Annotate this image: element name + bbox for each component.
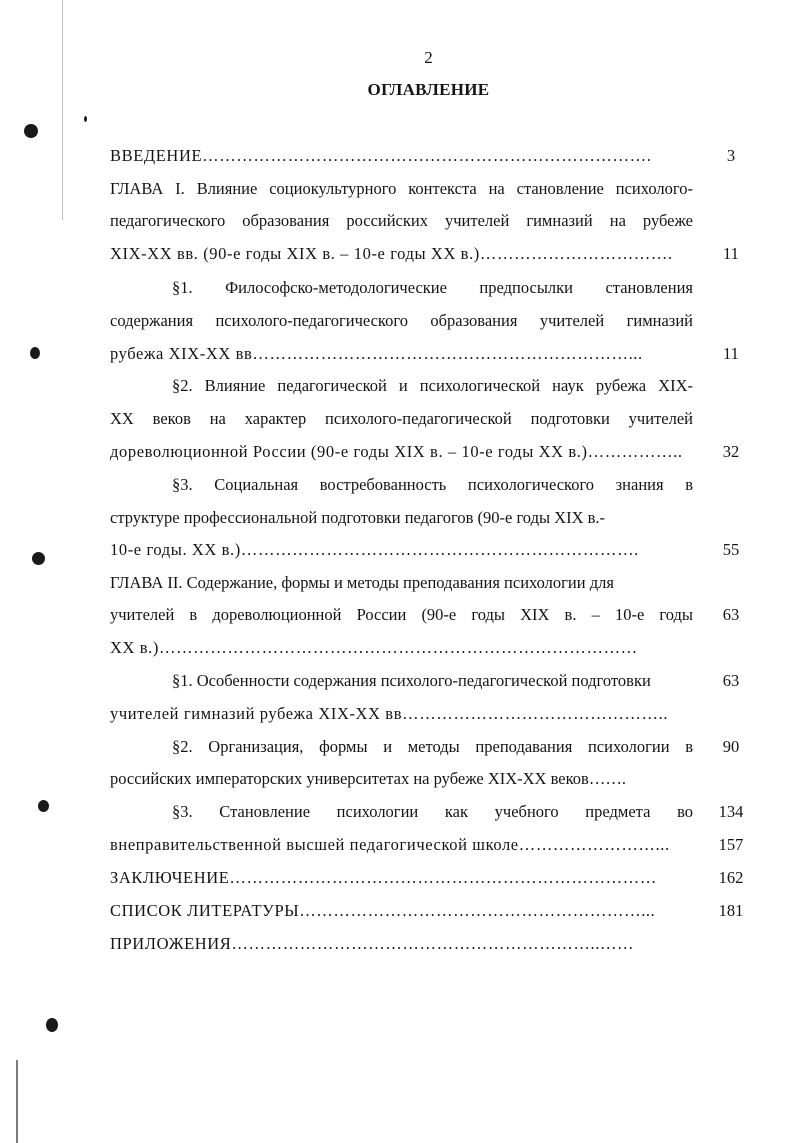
toc-page-ch2-sec3-b: 157 (718, 835, 744, 854)
toc-line-ch1-sec3-1: §3. Социальная востребованность психологического знания в (172, 475, 693, 494)
toc-line-ch1-sec2-3: дореволюционной России (90-е годы XIX в. – 10-е годы XX в.)…………….. (110, 442, 683, 461)
toc-line-ch2-sec3-2: внеправительственной высшей педагогической школе……………………... (110, 835, 670, 854)
page-title: ОГЛАВЛЕНИЕ (367, 80, 490, 99)
toc-line-ch1-sec2-2: XX веков на характер психолого-педагогической подготовки учителей (110, 409, 693, 428)
page-edge-line (62, 0, 63, 220)
page-number: 2 (424, 48, 433, 67)
toc-line-ch2-sec1-1: §1. Особенности содержания психолого-педагогической подготовки (172, 671, 651, 690)
toc-page-bibliography: 181 (718, 901, 744, 920)
toc-line-chapter1-3: XIX-XX вв. (90-е годы XIX в. – 10-е годы XX в.)……………………………. (110, 244, 673, 263)
binding-hole-mark (46, 1018, 58, 1032)
toc-page-conclusion: 162 (718, 868, 744, 887)
binding-hole-mark (38, 800, 49, 812)
toc-line-appendices: ПРИЛОЖЕНИЯ………………………………………………………..…… (110, 934, 635, 953)
toc-line-ch2-sec2-2: российских императорских университетах на рубеже XIX-XX веков……. (110, 769, 626, 788)
binding-hole-mark (32, 552, 45, 565)
binding-hole-mark (30, 347, 40, 359)
toc-line-ch2-sec2-1: §2. Организация, формы и методы преподавания психологии в (172, 737, 693, 756)
toc-line-conclusion: ЗАКЛЮЧЕНИЕ………………………………………………………………… (110, 868, 657, 887)
binding-hole-mark (24, 124, 38, 138)
speck-mark (84, 116, 87, 122)
page-edge-line (16, 1060, 18, 1143)
toc-line-ch1-sec3-2: структуре профессиональной подготовки педагогов (90-е годы XIX в.- (110, 508, 606, 527)
toc-page-ch2-sec3: 134 (718, 802, 744, 821)
toc-page-ch1-sec2: 32 (722, 442, 740, 461)
toc-line-ch2-sec3-1: §3. Становление психологии как учебного предмета во (172, 802, 693, 821)
toc-page-ch2-sec1: 63 (722, 671, 740, 690)
toc-line-ch1-sec1-3: рубежа XIX-XX вв…………………………………………………………... (110, 344, 643, 363)
toc-line-chapter2-3: XX в.)………………………………………………………………………… (110, 638, 638, 657)
toc-line-ch2-sec1-2: учителей гимназий рубежа XIX-XX вв……………………………………….. (110, 704, 669, 723)
toc-line-ch1-sec1-2: содержания психолого-педагогического образования учителей гимназий (110, 311, 693, 330)
toc-page-chapter1: 11 (723, 244, 739, 263)
toc-line-chapter1-2: педагогического образования российских учителей гимназий на рубеже (110, 211, 693, 230)
toc-page-chapter2: 63 (722, 605, 740, 624)
toc-line-chapter1-1: ГЛАВА I. Влияние социокультурного контекста на становление психолого- (110, 179, 693, 198)
toc-line-chapter2-2: учителей в дореволюционной России (90-е годы XIX в. – 10-е годы (110, 605, 693, 624)
toc-page-introduction: 3 (726, 146, 736, 165)
toc-line-ch1-sec1-1: §1. Философско-методологические предпосылки становления (172, 278, 693, 297)
toc-line-ch1-sec3-3: 10-е годы. XX в.)……………………………………………………………. (110, 540, 639, 559)
toc-page-ch1-sec1: 11 (723, 344, 739, 363)
toc-page-ch1-sec3: 55 (722, 540, 740, 559)
toc-line-introduction: ВВЕДЕНИЕ……………………………………………………………………. (110, 146, 652, 165)
toc-line-chapter2-1: ГЛАВА II. Содержание, формы и методы преподавания психологии для (110, 573, 614, 592)
toc-page-ch2-sec2: 90 (722, 737, 740, 756)
toc-line-ch1-sec2-1: §2. Влияние педагогической и психологической наук рубежа XIX- (172, 376, 693, 395)
toc-line-bibliography: СПИСОК ЛИТЕРАТУРЫ……………………………………………………... (110, 901, 656, 920)
